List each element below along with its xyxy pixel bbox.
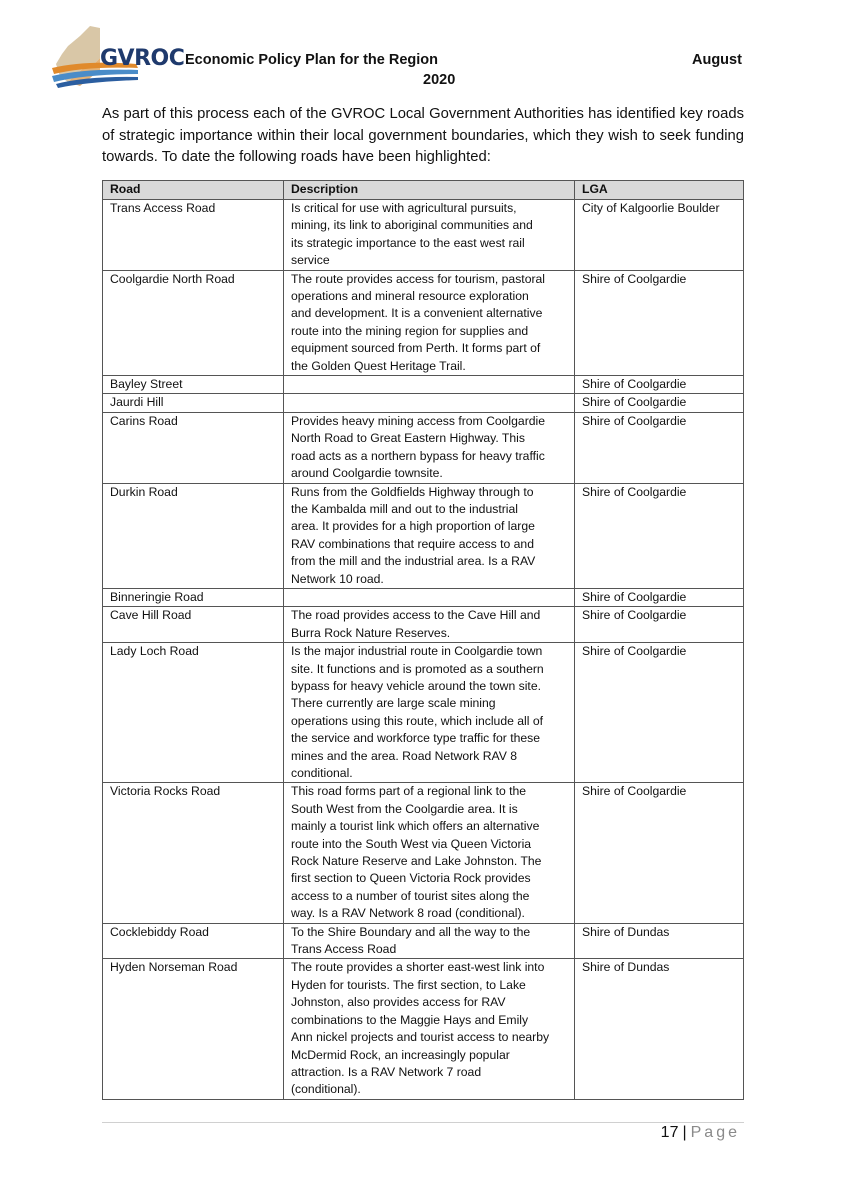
description-cell: Provides heavy mining access from Coolgardie North Road to Great Eastern Highway. This road acts as a northern bypass for heavy traffic around Coolgardie townsite. xyxy=(284,412,575,483)
lga-cell: Shire of Coolgardie xyxy=(575,643,744,783)
lga-cell: Shire of Coolgardie xyxy=(575,376,744,394)
description-cell: Is critical for use with agricultural pursuits, mining, its link to aboriginal communities and its strategic importance to the east west rail service xyxy=(284,200,575,271)
road-cell: Cocklebiddy Road xyxy=(103,923,284,959)
column-header-lga: LGA xyxy=(575,181,744,200)
lga-cell: Shire of Dundas xyxy=(575,923,744,959)
table-row xyxy=(103,923,744,959)
lga-cell: Shire of Coolgardie xyxy=(575,412,744,483)
road-cell: Victoria Rocks Road xyxy=(103,783,284,923)
intro-paragraph: As part of this process each of the GVROC Local Government Authorities has identified key roads of strategic importance within their local government boundaries, which they wish to seek funding towards. To date the following roads have been highlighted: xyxy=(102,106,744,165)
table-row xyxy=(103,270,744,375)
description-cell xyxy=(284,376,575,394)
description-cell: The road provides access to the Cave Hill and Burra Rock Nature Reserves. xyxy=(284,607,575,643)
description-cell xyxy=(284,588,575,606)
road-cell: Jaurdi Hill xyxy=(103,394,284,412)
road-cell: Cave Hill Road xyxy=(103,607,284,643)
road-cell: Carins Road xyxy=(103,412,284,483)
roads-table xyxy=(102,180,744,1100)
table-row xyxy=(103,783,744,923)
footer-separator: | xyxy=(682,1124,687,1141)
lga-cell: Shire of Coolgardie xyxy=(575,783,744,923)
road-cell: Bayley Street xyxy=(103,376,284,394)
lga-cell: Shire of Coolgardie xyxy=(575,483,744,588)
logo-wordmark: GVROC xyxy=(100,46,185,71)
page-number: 17 xyxy=(660,1124,679,1141)
lga-cell: Shire of Coolgardie xyxy=(575,394,744,412)
description-cell: The route provides a shorter east-west link into Hyden for tourists. The first section, to Lake Johnston, also provides access for RAV combinations to the Maggie Hays and Emily Ann nickel projects and tourist access to nearby McDermid Rock, an increasingly popular attraction. Is a RAV Network 7 road (conditional). xyxy=(284,959,575,1099)
lga-cell: Shire of Coolgardie xyxy=(575,607,744,643)
table-row xyxy=(103,376,744,394)
table-row xyxy=(103,959,744,1099)
road-cell: Hyden Norseman Road xyxy=(103,959,284,1099)
footer-divider xyxy=(102,1122,744,1123)
lga-cell: City of Kalgoorlie Boulder xyxy=(575,200,744,271)
road-cell: Coolgardie North Road xyxy=(103,270,284,375)
description-cell xyxy=(284,394,575,412)
document-month: August xyxy=(692,52,742,68)
road-cell: Binneringie Road xyxy=(103,588,284,606)
page-label: Page xyxy=(690,1124,740,1141)
column-header-description: Description xyxy=(284,181,575,200)
page-header xyxy=(0,0,844,100)
road-cell: Lady Loch Road xyxy=(103,643,284,783)
document-title: Economic Policy Plan for the Region xyxy=(185,52,438,68)
table-row xyxy=(103,412,744,483)
road-cell: Durkin Road xyxy=(103,483,284,588)
description-cell: Runs from the Goldfields Highway through to the Kambalda mill and out to the industrial area. It provides for a high proportion of large RAV combinations that require access to and from the mill and the industrial area. Is a RAV Network 10 road. xyxy=(284,483,575,588)
table-row xyxy=(103,643,744,783)
page-footer xyxy=(661,1124,740,1142)
column-header-road: Road xyxy=(103,181,284,200)
description-cell: The route provides access for tourism, pastoral operations and mineral resource exploration and development. It is a convenient alternative route into the mining region for supplies and equipment sourced from Perth. It forms part of the Golden Quest Heritage Trail. xyxy=(284,270,575,375)
table-header-row xyxy=(103,181,744,200)
table-row xyxy=(103,483,744,588)
lga-cell: Shire of Dundas xyxy=(575,959,744,1099)
table-row xyxy=(103,588,744,606)
table-row xyxy=(103,200,744,271)
lga-cell: Shire of Coolgardie xyxy=(575,588,744,606)
lga-cell: Shire of Coolgardie xyxy=(575,270,744,375)
description-cell: To the Shire Boundary and all the way to the Trans Access Road xyxy=(284,923,575,959)
description-cell: This road forms part of a regional link to the South West from the Coolgardie area. It is mainly a tourist link which offers an alternative route into the South West via Queen Victoria Rock Nature Reserve and Lake Johnston. The first section to Queen Victoria Rock provides access to a number of tourist sites along the way. Is a RAV Network 8 road (conditional). xyxy=(284,783,575,923)
road-cell: Trans Access Road xyxy=(103,200,284,271)
description-cell: Is the major industrial route in Coolgardie town site. It functions and is promoted as a southern bypass for heavy vehicle around the town site. There currently are large scale mining operations using this route, which include all of the service and workforce type traffic for these mines and the area. Road Network RAV 8 conditional. xyxy=(284,643,575,783)
document-year: 2020 xyxy=(423,72,456,88)
table-row xyxy=(103,394,744,412)
table-row xyxy=(103,607,744,643)
